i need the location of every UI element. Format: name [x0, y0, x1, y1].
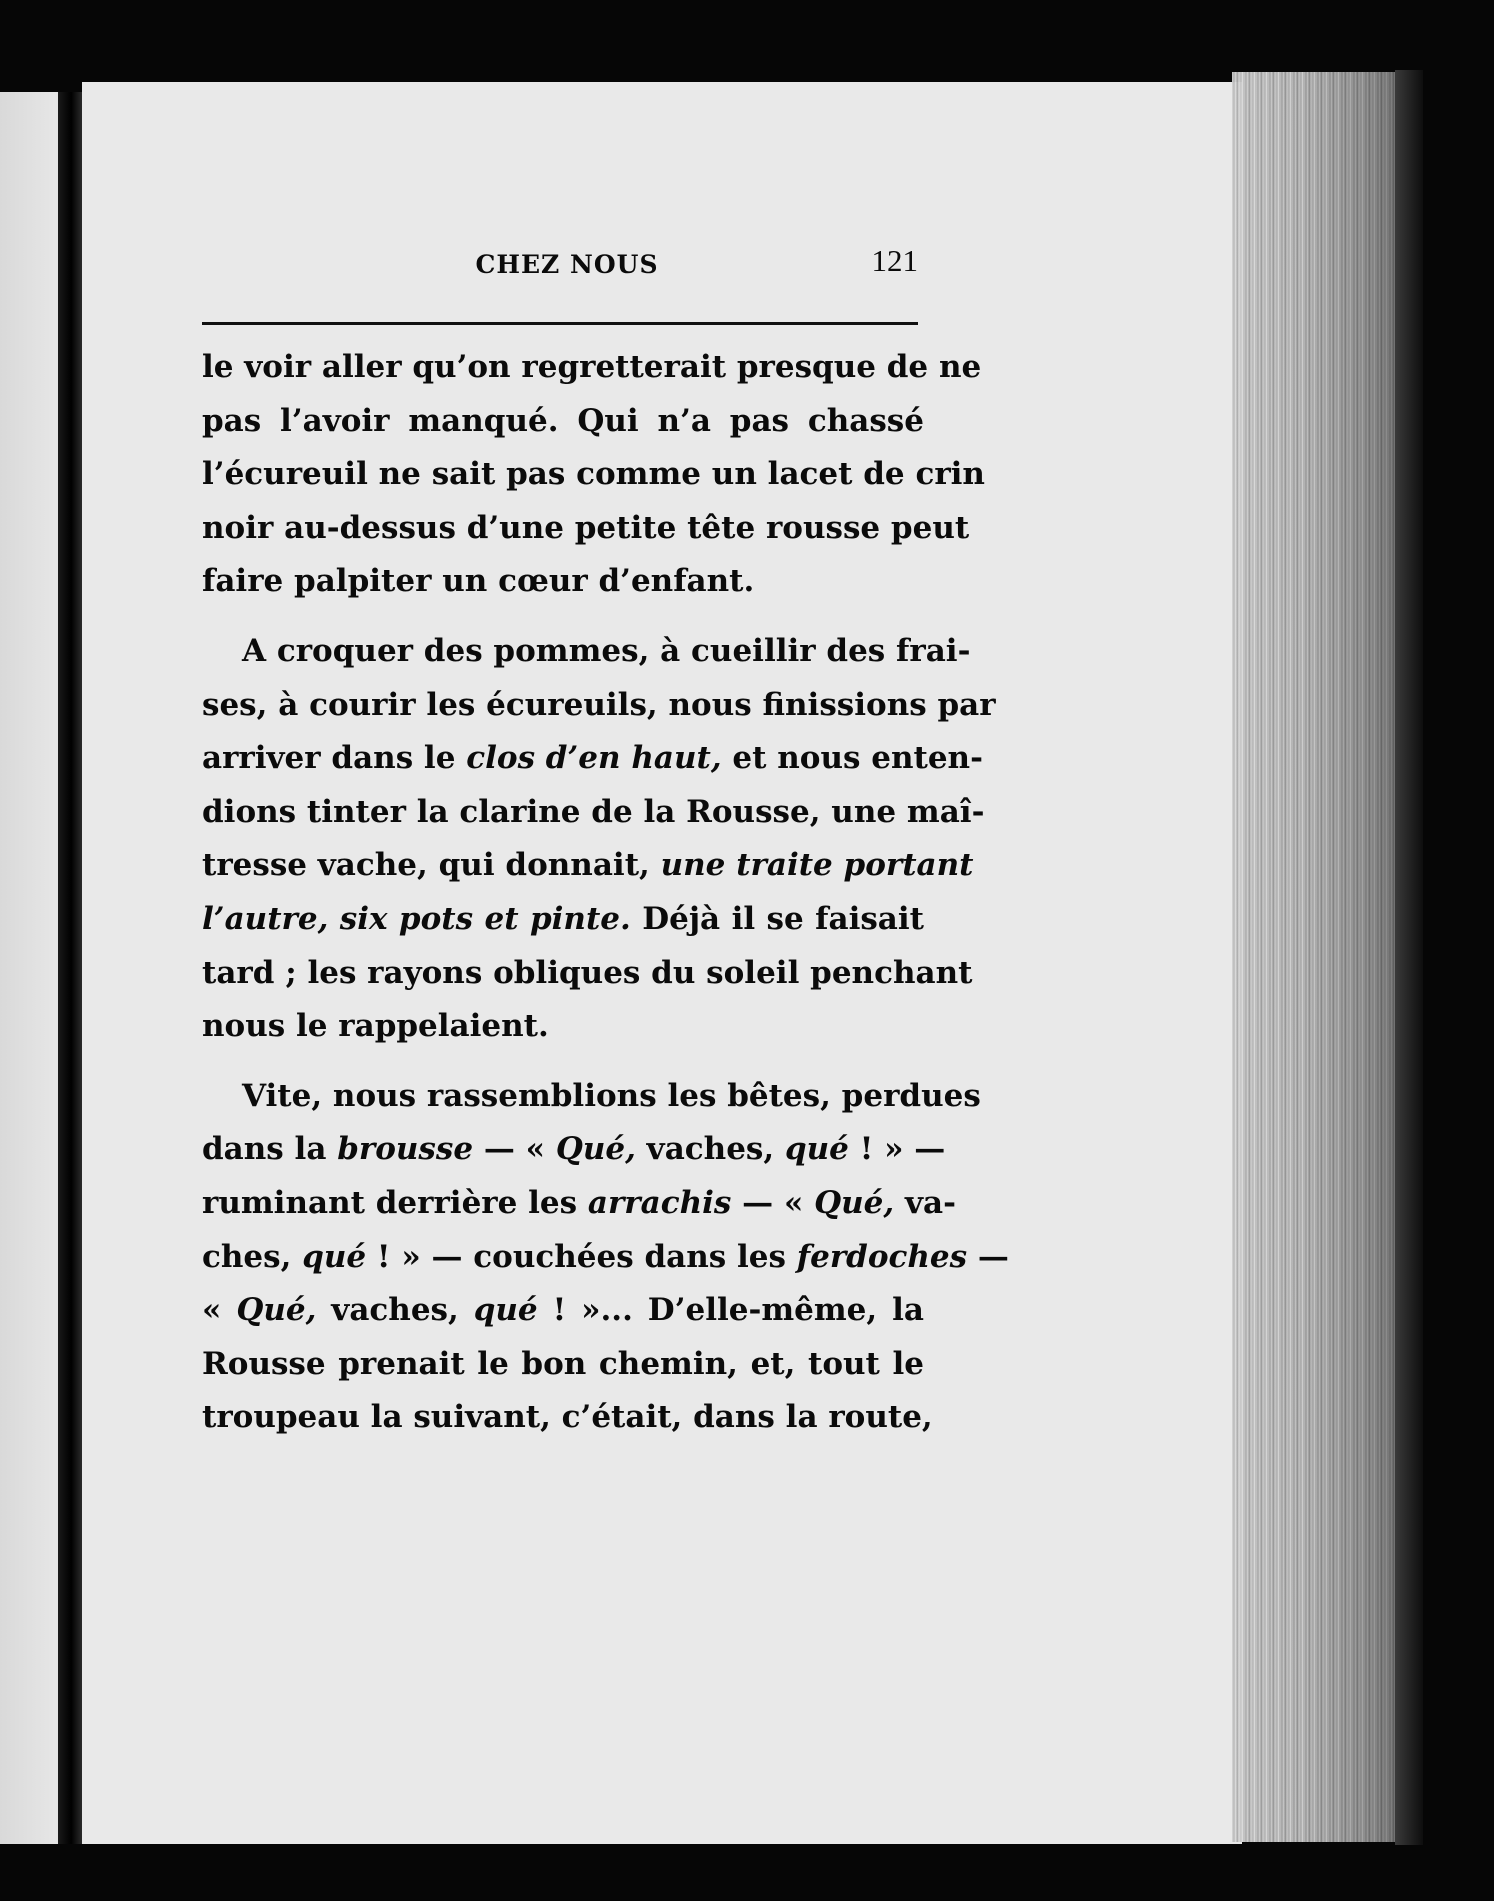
text-segment: ches,: [202, 1238, 303, 1275]
text-segment: dans la: [202, 1131, 338, 1168]
text-segment: arriver dans le: [202, 740, 467, 777]
italic-segment: clos d’en haut,: [466, 740, 722, 777]
text-line: [202, 732, 983, 786]
italic-segment: une traite portant: [660, 847, 974, 884]
text-line: noir au-dessus d’une petite tête rousse peut: [202, 509, 970, 546]
italic-segment: qué: [302, 1238, 367, 1275]
text-line: [202, 1177, 956, 1231]
italic-segment: l’autre, six pots et pinte.: [202, 900, 631, 937]
paragraph-3: [202, 1070, 1009, 1445]
text-line: nous le rappelaient.: [202, 1008, 549, 1045]
paragraph-1: [202, 341, 985, 609]
text-segment: va-: [894, 1184, 956, 1221]
text-segment: — «: [473, 1131, 556, 1168]
running-title: CHEZ NOUS: [475, 250, 659, 279]
text-line: [202, 1231, 1009, 1285]
text-segment: ! » — couchées dans les: [366, 1238, 797, 1275]
fore-edge-shadow: [1232, 72, 1410, 1842]
running-head: [202, 240, 924, 290]
text-line: [202, 1284, 924, 1338]
italic-segment: arrachis: [587, 1184, 732, 1221]
text-line: pas l’avoir manqué. Qui n’a pas chassé: [202, 402, 924, 439]
body-text: [202, 341, 1009, 1445]
text-segment: et nous enten-: [721, 740, 983, 777]
book-gutter: [58, 92, 82, 1844]
text-segment: Déjà il se faisait: [630, 900, 924, 937]
text-segment: ! »... D’elle-même, la: [537, 1292, 924, 1329]
italic-segment: Qué,: [555, 1131, 636, 1168]
text-line: tard ; les rayons obliques du soleil penchant: [202, 954, 973, 991]
italic-segment: qué: [473, 1292, 538, 1329]
text-segment: vaches,: [635, 1131, 785, 1168]
text-segment: ruminant derrière les: [202, 1184, 588, 1221]
text-line: troupeau la suivant, c’était, dans la route,: [202, 1399, 933, 1436]
text-line: [202, 1123, 946, 1177]
text-line: faire palpiter un cœur d’enfant.: [202, 563, 755, 600]
text-line: dions tinter la clarine de la Rousse, une maî-: [202, 793, 985, 830]
text-line: Vite, nous rassemblions les bêtes, perdues: [242, 1077, 981, 1114]
header-rule: [202, 322, 918, 325]
text-line: Rousse prenait le bon chemin, et, tout le: [202, 1345, 924, 1382]
italic-segment: brousse: [337, 1131, 474, 1168]
page-number: 121: [871, 243, 918, 278]
text-line: [202, 839, 974, 893]
text-line: ses, à courir les écureuils, nous finissions par: [202, 686, 996, 723]
book-cover-edge: [1395, 70, 1423, 1845]
text-segment: «: [202, 1292, 237, 1329]
text-segment: vaches,: [316, 1292, 474, 1329]
paragraph-2: [202, 625, 996, 1054]
text-line: A croquer des pommes, à cueillir des frai-: [242, 632, 971, 669]
text-line: l’écureuil ne sait pas comme un lacet de crin: [202, 456, 985, 493]
italic-segment: Qué,: [236, 1292, 317, 1329]
text-segment: tresse vache, qui donnait,: [202, 847, 661, 884]
text-line: [202, 893, 924, 947]
text-segment: —: [967, 1238, 1009, 1275]
italic-segment: ferdoches: [796, 1238, 968, 1275]
text-segment: ! » —: [848, 1131, 946, 1168]
text-segment: — «: [731, 1184, 815, 1221]
text-line: le voir aller qu’on regretterait presque de ne: [202, 349, 982, 385]
page-content: [202, 240, 1009, 1461]
italic-segment: Qué,: [814, 1184, 895, 1221]
italic-segment: qué: [784, 1131, 849, 1168]
